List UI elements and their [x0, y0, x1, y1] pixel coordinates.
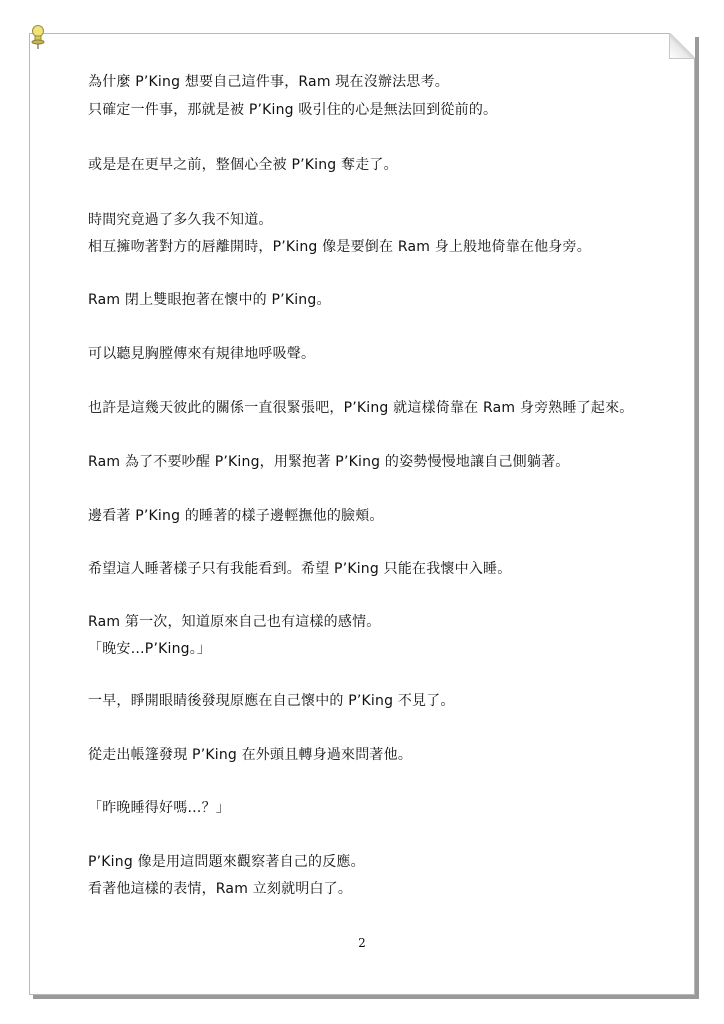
- text-line: 「昨晚睡得好嗎…？」: [88, 800, 230, 816]
- text-line: 只確定一件事，那就是被 P’King 吸引住的心是無法回到從前的。: [88, 102, 498, 118]
- text-line: 可以聽見胸膛傳來有規律地呼吸聲。: [88, 346, 316, 362]
- text-line: 為什麼 P’King 想要自己這件事，Ram 現在沒辦法思考。: [88, 74, 449, 90]
- page-number: 2: [358, 936, 366, 950]
- pushpin-icon: [28, 24, 48, 50]
- text-line: P’King 像是用這問題來觀察著自己的反應。: [88, 854, 365, 870]
- text-line: 從走出帳篷發現 P’King 在外頭且轉身過來問著他。: [88, 747, 413, 763]
- text-line: 時間究竟過了多久我不知道。: [88, 212, 273, 228]
- folded-corner: [669, 33, 695, 59]
- text-line: 或是是在更早之前，整個心全被 P’King 奪走了。: [88, 157, 398, 173]
- text-line: 一早，睜開眼睛後發現原應在自己懷中的 P’King 不見了。: [88, 693, 455, 709]
- text-line: Ram 閉上雙眼抱著在懷中的 P’King。: [88, 292, 331, 308]
- text-line: 「晚安…P’King。」: [88, 641, 212, 657]
- text-line: 希望這人睡著樣子只有我能看到。希望 P’King 只能在我懷中入睡。: [88, 561, 512, 577]
- text-line: 看著他這樣的表情，Ram 立刻就明白了。: [88, 881, 353, 897]
- text-line: Ram 為了不要吵醒 P’King，用緊抱著 P’King 的姿勢慢慢地讓自己側躺著。: [88, 454, 570, 470]
- text-line: 邊看著 P’King 的睡著的樣子邊輕撫他的臉頰。: [88, 508, 384, 524]
- text-line: Ram 第一次，知道原來自己也有這樣的感情。: [88, 614, 381, 630]
- text-line: 也許是這幾天彼此的關係一直很緊張吧，P’King 就這樣倚靠在 Ram 身旁熟睡了起來。: [88, 400, 634, 416]
- text-line: 相互擁吻著對方的唇離開時，P’King 像是要倒在 Ram 身上般地倚靠在他身旁。: [88, 239, 591, 255]
